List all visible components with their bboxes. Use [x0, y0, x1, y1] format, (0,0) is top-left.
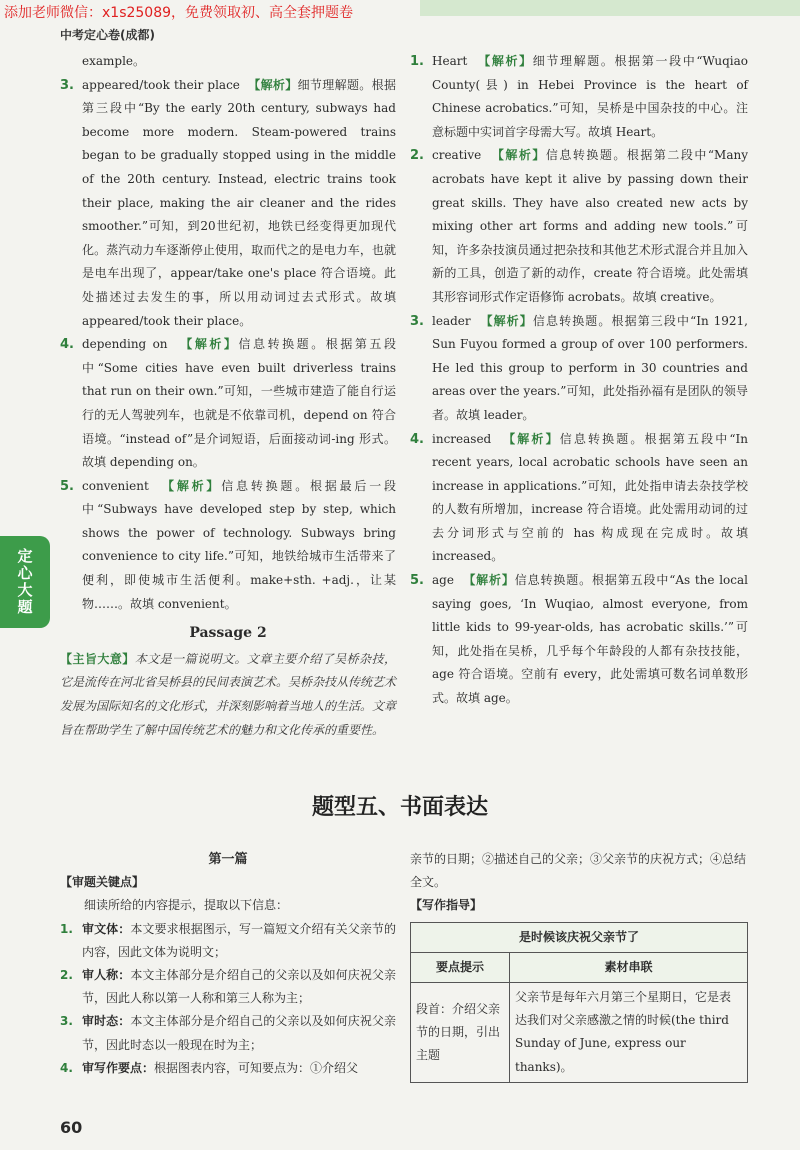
item-answer: Heart [432, 54, 468, 68]
item-text: 信息转换题。根据第五段中“In recent years, local acrobatic schools have seen an increase in applications.”可知，此处指申请去杂技学校的人数有所增加，increase 符合语境。此处需用动词的过去分词形式与空前的 has 构成现在完成时。故填 increased。 [432, 431, 748, 564]
analysis-tag: 【解析】 [463, 573, 515, 588]
item-text: 细节理解题。根据第一段中“Wuqiao County(县) in Hebei Province is the heart of Chinese acrobatics.”可知，吴桥是中国杂技的中心。注意标题中实词首字母需大写。故填 Heart。 [432, 54, 748, 139]
analysis-tag: 【解析】 [180, 337, 239, 352]
table-row [411, 983, 748, 1083]
item-text: 信息转换题。根据第五段中“As the local saying goes, ‘In Wuqiao, almost everyone, from little kids to 99-year-olds, has acrobatic skills.’”可知，此处指在吴桥，几乎每个年龄段的人都有杂技技能，age 符合语境。空前有 every，此处需填可数名词单数形式。故填 age。 [432, 573, 748, 706]
answer-item [60, 74, 396, 334]
point-label: 审写作要点： [82, 1060, 155, 1075]
passage-summary [60, 648, 396, 742]
writing-right [410, 848, 748, 1083]
side-tab: 定心大题 [0, 536, 50, 628]
item-text: 信息转换题。根据第五段中“Some cities have even built driverless trains that run on their own.”可知，一些城市建造了能自行运行的无人驾驶列车，也就是不依靠司机，depend on 符合语境。“instead of”是介词短语，后面接动词-ing 形式。故填 depending on。 [82, 337, 396, 470]
point-text: 根据图表内容，可知要点为：①介绍父 [154, 1060, 359, 1075]
analysis-tag: 【解析】 [478, 54, 533, 68]
item-answer: depending on [82, 337, 168, 352]
key-point-continued: 亲节的日期；②描述自己的父亲；③父亲节的庆祝方式；④总结全文。 [410, 852, 747, 890]
writing-left [60, 848, 396, 1080]
item-answer: age [432, 573, 454, 588]
analysis-tag: 【解析】 [480, 313, 533, 328]
point-text: 本文要求根据图示，写一篇短文介绍有关父亲节的内容，因此文体为说明文； [82, 921, 396, 959]
item-number [60, 50, 82, 74]
section-title: 题型五、书面表达 [311, 795, 488, 820]
answer-item [60, 333, 396, 475]
item-number: 2. [410, 148, 424, 164]
item-number: 4. [60, 337, 74, 353]
table-cell-material: 父亲节是每年六月第三个星期日，它是表达我们对父亲感激之情的时候(the third Sunday of June, express our thanks)。 [510, 983, 748, 1083]
key-points-tag: 【审题关键点】 [60, 875, 145, 890]
key-point [60, 918, 396, 964]
passage-title: Passage 2 [189, 625, 267, 642]
point-number: 3. [60, 1014, 73, 1029]
analysis-tag: 【解析】 [162, 478, 222, 493]
analysis-tag: 【解析】 [248, 77, 298, 92]
table-header-material: 素材串联 [510, 952, 748, 982]
writing-guide-table [410, 922, 748, 1083]
page-number: 60 [60, 1118, 83, 1137]
item-number: 1. [410, 54, 424, 69]
point-number: 1. [60, 921, 73, 936]
right-column [410, 50, 748, 711]
item-answer: creative [432, 148, 482, 163]
item-number: 5. [60, 478, 74, 494]
answer-item [410, 428, 748, 570]
item-number: 5. [410, 573, 424, 589]
top-band [420, 0, 800, 16]
answer-item [60, 50, 396, 74]
item-text: 细节理解题。根据第三段中“By the early 20th century, subways had become more modern. Steam-powered trains began to be gradually stopped using in the middle of the 20th century. Instead, electric trains took their place, making the air cleaner and the rides smoother.”可知，到20世纪初，地铁已经变得更加现代化。蒸汽动力车逐渐停止使用，取而代之的是电力车，也就是电车出现了，appear/take one's place 符合语境。此处描述过去发生的事，所以用动词过去式形式。故填 appeared/took their place。 [82, 77, 396, 328]
item-text: 信息转换题。根据第三段中“In 1921, Sun Fuyou formed a group of over 100 performers. He led this group to perform in 30 countries and areas over the years.”可知，此处指孙福有是团队的领导者。故填 leader。 [432, 313, 748, 422]
answer-item [410, 50, 748, 144]
point-number: 4. [60, 1060, 73, 1075]
item-number: 3. [410, 313, 424, 329]
point-text: 本文主体部分是介绍自己的父亲以及如何庆祝父亲节，因此时态以一般现在时为主； [82, 1014, 396, 1052]
point-label: 审文体： [82, 921, 131, 936]
item-text: 信息转换题。根据最后一段中“Subways have developed step by step, which shows the power of technology. Subways bring convenience to city life.”可知，地铁给城市生活带来了便利，即使城市生活便利。make+sth. +adj.，让某物……。故填 convenient。 [82, 478, 396, 611]
point-number: 2. [60, 968, 73, 983]
summary-text: 本文是一篇说明文。文章主要介绍了吴桥杂技，它是流传在河北省吴桥县的民间表演艺术。吴桥杂技从传统艺术发展为国际知名的文化形式，并深刻影响着当地人的生活。文章旨在帮助学生了解中国传统艺术的魅力和文化传承的重要性。 [60, 651, 397, 737]
item-answer: increased [432, 431, 492, 446]
item-number: 3. [60, 77, 74, 93]
key-point [60, 1010, 396, 1056]
item-answer: appeared/took their place [82, 77, 240, 92]
page-header: 中考定心卷(成都) [60, 28, 155, 42]
watermark: 添加老师微信：x1s25089，免费领取初、高全套押题卷 [4, 5, 354, 21]
analysis-tag: 【解析】 [491, 148, 546, 163]
answer-item [410, 310, 748, 428]
table-header-points: 要点提示 [411, 952, 510, 982]
writing-intro: 细读所给的内容提示，提取以下信息： [84, 898, 289, 913]
point-text: 本文主体部分是介绍自己的父亲以及如何庆祝父亲节，因此人称以第一人称和第三人称为主； [82, 968, 396, 1006]
answer-item [60, 475, 396, 617]
table-cell-point: 段首：介绍父亲节的日期，引出主题 [411, 983, 510, 1083]
item-text: 信息转换题。根据第二段中“Many acrobats have kept it alive by passing down their great skills. They have also created new acts by mixing other art forms and adding new tools.”可知，许多杂技演员通过把杂技和其他艺术形式混合并且加入新的工具，创造了新的动作，create 符合语境。此处需填其形容词形式作定语修饰 acrobats。故填 creative。 [432, 148, 748, 304]
writing-guide-tag: 【写作指导】 [410, 898, 483, 913]
key-point [60, 964, 396, 1010]
writing-sub-title: 第一篇 [208, 852, 248, 867]
item-answer: convenient [82, 478, 149, 493]
analysis-tag: 【解析】 [503, 431, 560, 446]
summary-tag: 【主旨大意】 [60, 651, 135, 666]
table-title: 是时候该庆祝父亲节了 [411, 922, 748, 952]
item-answer: leader [432, 313, 471, 328]
item-text: example。 [82, 54, 146, 68]
answer-item [410, 144, 748, 309]
key-point [60, 1057, 396, 1080]
point-label: 审人称： [82, 968, 131, 983]
answer-item [410, 569, 748, 711]
point-label: 审时态： [82, 1014, 131, 1029]
left-column [60, 50, 396, 742]
item-number: 4. [410, 431, 424, 447]
